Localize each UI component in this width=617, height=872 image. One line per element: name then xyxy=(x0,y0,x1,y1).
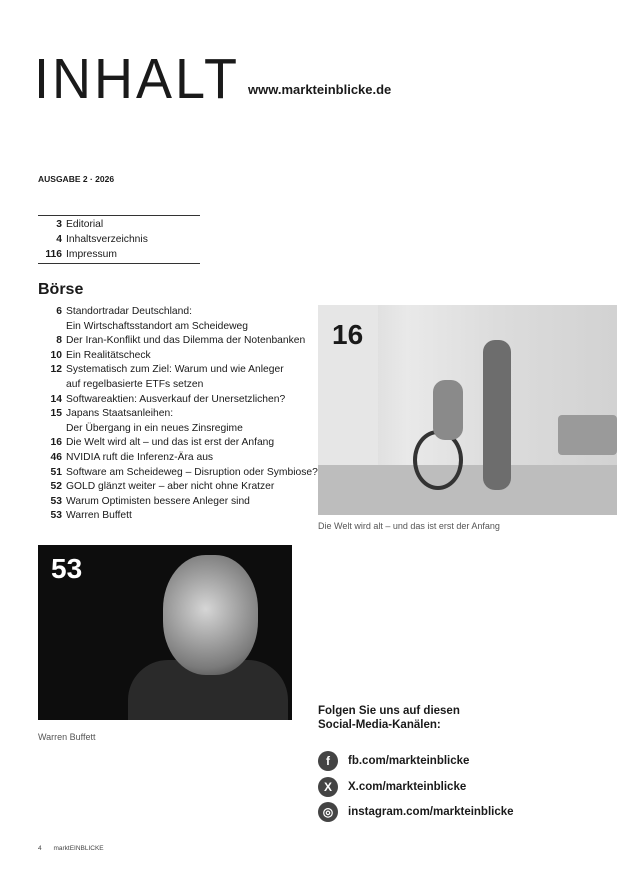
toc-entry[interactable] xyxy=(38,496,250,507)
photo-caption: Warren Buffett xyxy=(38,732,96,742)
toc-entry[interactable] xyxy=(38,408,173,419)
photo-caption: Die Welt wird alt – und das ist erst der Anfang xyxy=(318,521,500,531)
footer-brand: marktEINBLICKE xyxy=(53,845,104,852)
page-number: 53 xyxy=(50,495,62,507)
divider xyxy=(38,215,200,216)
page-number: 8 xyxy=(56,335,62,347)
social-link[interactable] xyxy=(318,751,469,771)
toc-entry[interactable] xyxy=(38,335,305,346)
page-number: 53 xyxy=(50,510,62,522)
entry-title: Softwareaktien: Ausverkauf der Unersetzlichen? xyxy=(66,393,286,405)
page-number: 46 xyxy=(50,452,62,463)
section-heading: Börse xyxy=(38,281,84,298)
social-link[interactable] xyxy=(318,802,514,822)
toc-entry[interactable] xyxy=(38,234,148,245)
toc-entry[interactable] xyxy=(38,481,274,492)
entry-title: GOLD glänzt weiter – aber nicht ohne Kratzer xyxy=(66,481,275,493)
toc-entry[interactable] xyxy=(38,467,318,478)
entry-title: Impressum xyxy=(66,249,117,260)
page-number: 3 xyxy=(56,219,62,230)
toc-entry[interactable] xyxy=(38,394,285,405)
social-link-label: fb.com/markteinblicke xyxy=(348,755,470,767)
toc-entry[interactable] xyxy=(38,364,284,375)
social-link-label: instagram.com/markteinblicke xyxy=(348,806,514,818)
entry-title: Der Iran-Konflikt und das Dilemma der Notenbanken xyxy=(66,335,306,347)
website-link[interactable]: www.markteinblicke.de xyxy=(248,82,392,97)
entry-title: auf regelbasierte ETFs setzen xyxy=(66,379,204,390)
toc-entry[interactable] xyxy=(38,452,213,463)
page-number: 15 xyxy=(50,408,62,420)
entry-title: Systematisch zum Ziel: Warum und wie Anleger xyxy=(66,364,284,376)
footer xyxy=(38,845,104,852)
toc-entry[interactable] xyxy=(38,510,132,521)
warren-buffett-photo xyxy=(38,545,292,720)
toc-entry[interactable] xyxy=(38,437,274,448)
issue-label: AUSGABE 2 · 2026 xyxy=(38,174,115,184)
entry-title: Japans Staatsanleihen: xyxy=(66,408,174,420)
entry-title: Die Welt wird alt – und das ist erst der Anfang xyxy=(66,437,275,449)
entry-title: Ein Wirtschaftsstandort am Scheideweg xyxy=(66,320,248,332)
toc-entry-continued[interactable] xyxy=(38,379,203,390)
entry-title: Editorial xyxy=(66,219,104,230)
entry-title: NVIDIA ruft die Inferenz-Ära aus xyxy=(66,452,214,463)
x-icon: X xyxy=(318,777,338,797)
elderly-care-photo xyxy=(318,305,617,515)
social-heading-line: Folgen Sie uns auf diesen xyxy=(318,705,460,717)
page-number: 6 xyxy=(56,306,62,317)
page-number: 116 xyxy=(45,249,62,260)
page-number: 10 xyxy=(50,349,62,361)
social-link[interactable] xyxy=(318,777,466,797)
toc-entry[interactable] xyxy=(38,306,192,317)
page-number: 51 xyxy=(50,466,62,478)
page-number: 52 xyxy=(50,481,62,493)
page-number: 12 xyxy=(50,364,62,376)
toc-entry[interactable] xyxy=(38,249,117,260)
entry-title: Standortradar Deutschland: xyxy=(66,306,192,317)
entry-title: Ein Realitätscheck xyxy=(66,349,151,361)
facebook-icon: f xyxy=(318,751,338,771)
divider xyxy=(38,263,200,264)
entry-title: Warren Buffett xyxy=(66,510,132,522)
page-number: 4 xyxy=(56,234,62,245)
social-link-label: X.com/markteinblicke xyxy=(348,780,467,793)
toc-entry[interactable] xyxy=(38,219,103,230)
entry-title: Der Übergang in ein neues Zinsregime xyxy=(66,422,243,434)
footer-page-number: 4 xyxy=(38,845,42,852)
toc-entry-continued[interactable] xyxy=(38,423,243,434)
page-number: 14 xyxy=(50,393,62,405)
page-title: INHALT xyxy=(34,47,241,111)
page-number-overlay: 16 xyxy=(332,319,364,350)
entry-title: Software am Scheideweg – Disruption oder Symbiose? xyxy=(66,466,318,478)
page-number-overlay: 53 xyxy=(51,553,83,584)
toc-entry[interactable] xyxy=(38,350,151,361)
entry-title: Warum Optimisten bessere Anleger sind xyxy=(66,495,250,507)
page-number: 16 xyxy=(50,437,62,449)
entry-title: Inhaltsverzeichnis xyxy=(66,234,148,245)
social-heading-line: Social-Media-Kanälen: xyxy=(318,719,441,731)
instagram-icon: ◎ xyxy=(318,802,338,822)
social-heading xyxy=(318,704,460,732)
toc-entry-continued[interactable] xyxy=(38,321,248,332)
